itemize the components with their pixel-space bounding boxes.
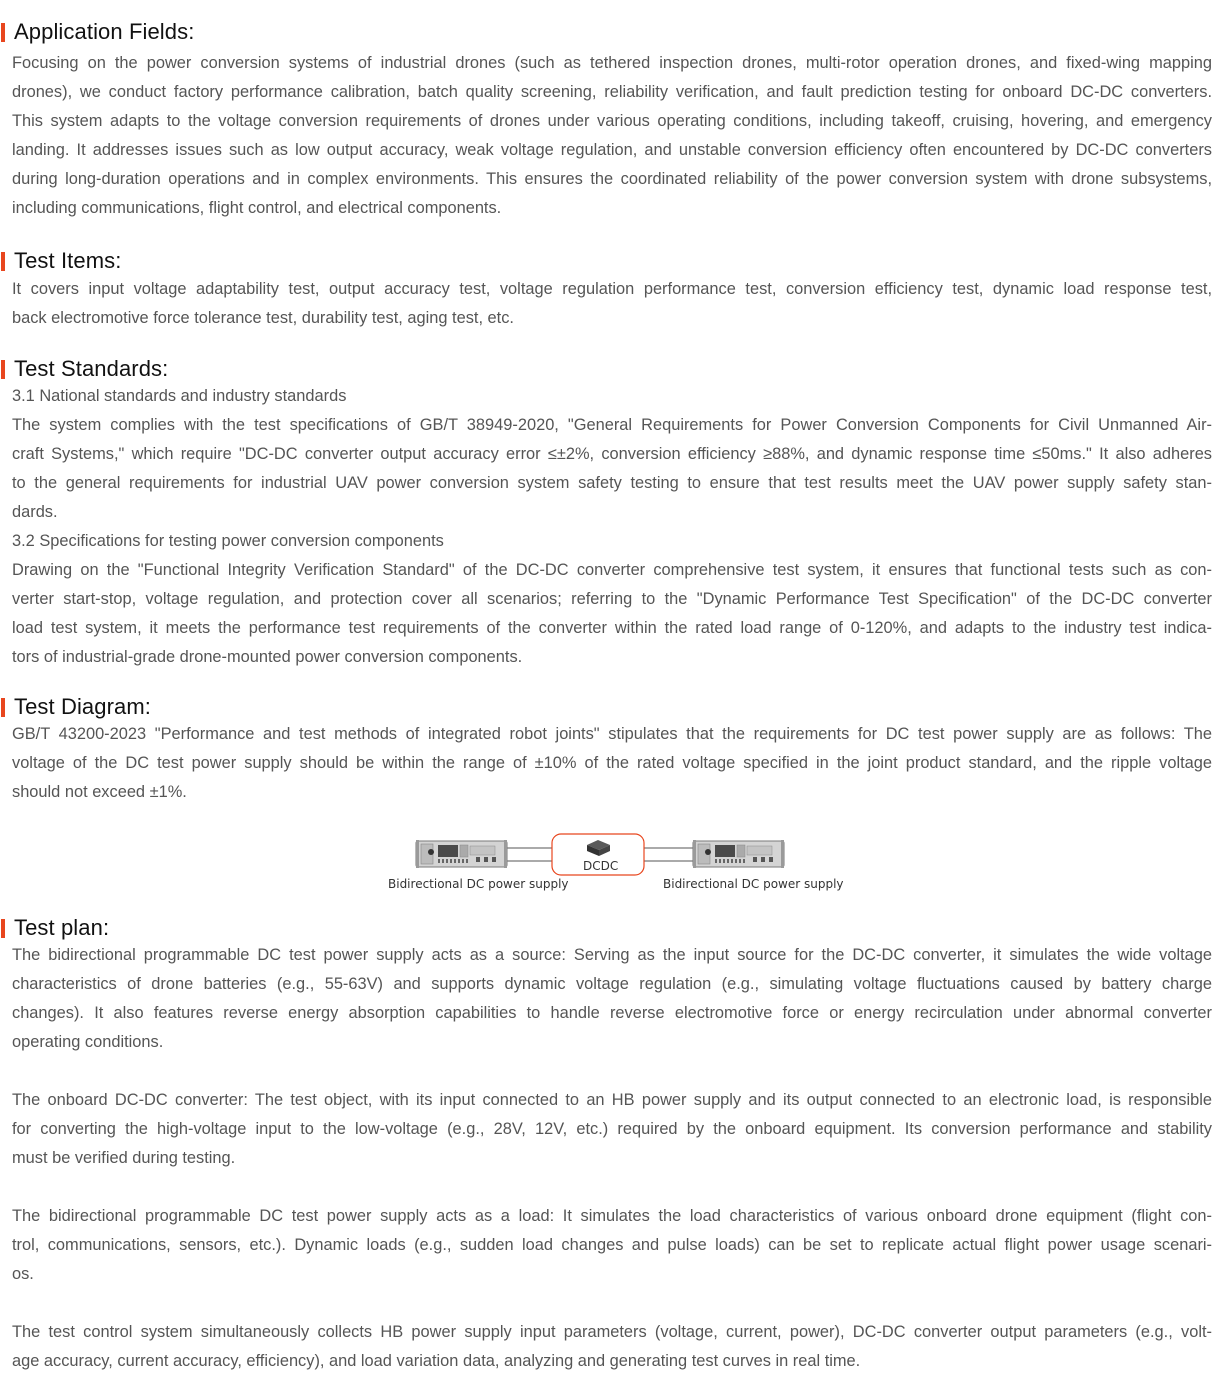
text-line: changes). It also features reverse energy absorption capabilities to handle reverse electromotive force or energy recirculation under abnormal converter (12, 1004, 1212, 1022)
test-diagram-paragraph (12, 720, 1212, 807)
text-line: should not exceed ±1%. (12, 783, 187, 801)
text-line: GB/T 43200-2023 "Performance and test methods of integrated robot joints" stipulates that the requirements for DC test power supply are as follows: The (12, 725, 1212, 743)
text-line: characteristics of drone batteries (e.g., 55-63V) and supports dynamic voltage regulation (e.g., simulating voltage fluctuations caused by battery charge (12, 975, 1212, 993)
plan-paragraph-source (12, 941, 1212, 1057)
text-line: for converting the high-voltage input to the low-voltage (e.g., 28V, 12V, etc.) required by the onboard equipment. Its conversion performance and stability (12, 1120, 1212, 1138)
heading-text: Test Diagram: (14, 694, 152, 719)
test-standards-paragraph (12, 382, 1212, 672)
right-power-supply-label: Bidirectional DC power supply (663, 877, 844, 891)
text-line: It covers input voltage adaptability test, output accuracy test, voltage regulation performance test, conversion efficiency test, dynamic load response test, (12, 280, 1212, 298)
text-line: age accuracy, current accuracy, efficiency), and load variation data, analyzing and generating test curves in real time. (12, 1352, 861, 1370)
heading-accent-bar (1, 23, 5, 42)
text-line: verter start-stop, voltage regulation, and protection cover all scenarios; referring to the "Dynamic Performance Test Specification" of the DC-DC converter (12, 590, 1212, 608)
section-heading-test-items (0, 248, 121, 274)
text-line: back electromotive force tolerance test, durability test, aging test, etc. (12, 309, 514, 327)
dcdc-label: DCDC (583, 859, 619, 873)
text-line: landing. It addresses issues such as low output accuracy, weak voltage regulation, and unstable conversion efficiency often encountered by DC-DC converters (12, 141, 1212, 159)
text-line: Drawing on the "Functional Integrity Verification Standard" of the DC-DC converter comprehensive test system, it ensures that functional tests such as con- (12, 561, 1212, 579)
text-line: load test system, it meets the performance test requirements of the converter within the rated load range of 0-120%, and adapts to the industry test indica- (12, 619, 1212, 637)
text-line: os. (12, 1265, 34, 1283)
heading-text: Test Items: (14, 248, 122, 273)
section-heading-test-standards (0, 356, 168, 382)
text-line: voltage of the DC test power supply should be within the range of ±10% of the rated voltage specified in the joint product standard, and the ripple voltage (12, 754, 1212, 772)
heading-accent-bar (1, 360, 5, 379)
text-line: The bidirectional programmable DC test power supply acts as a load: It simulates the load characteristics of various onboard drone equipment (flight con- (12, 1207, 1212, 1225)
heading-accent-bar (1, 252, 5, 271)
text-line: to the general requirements for industrial UAV power conversion system safety testing to ensure that test results meet the UAV power supply safety stan- (12, 474, 1212, 492)
section-heading-test-plan (0, 915, 109, 941)
text-line: 3.2 Specifications for testing power conversion components (12, 532, 444, 550)
text-line: This system adapts to the voltage conversion requirements of drones under various operating conditions, including takeoff, cruising, hovering, and emergency (12, 112, 1212, 130)
text-line: including communications, flight control, and electrical components. (12, 199, 502, 217)
section-heading-application (0, 19, 194, 45)
text-line: drones), we conduct factory performance calibration, batch quality screening, reliability verification, and fault prediction testing for onboard DC-DC converters. (12, 83, 1212, 101)
test-diagram-figure (380, 826, 844, 896)
text-line: tors of industrial-grade drone-mounted power conversion components. (12, 648, 523, 666)
text-line: Focusing on the power conversion systems of industrial drones (such as tethered inspection drones, multi-rotor operation drones, and fixed-wing mapping (12, 54, 1212, 72)
heading-accent-bar (1, 698, 5, 717)
text-line: The bidirectional programmable DC test power supply acts as a source: Serving as the input source for the DC-DC converter, it simulates the wide voltage (12, 946, 1212, 964)
plan-paragraph-load (12, 1202, 1212, 1289)
text-line: The system complies with the test specifications of GB/T 38949-2020, "General Requirements for Power Conversion Components for Civil Unmanned Air- (12, 416, 1212, 434)
test-items-paragraph (12, 275, 1212, 333)
heading-accent-bar (1, 919, 5, 938)
section-heading-test-diagram (0, 694, 151, 720)
text-line: 3.1 National standards and industry standards (12, 387, 347, 405)
left-power-supply-label: Bidirectional DC power supply (388, 877, 569, 891)
right-power-supply-icon (693, 840, 784, 868)
text-line: The onboard DC-DC converter: The test object, with its input connected to an HB power supply and its output connected to an electronic load, is responsible (12, 1091, 1212, 1109)
text-line: must be verified during testing. (12, 1149, 236, 1167)
left-power-supply-icon (416, 840, 507, 868)
text-line: The test control system simultaneously collects HB power supply input parameters (voltage, current, power), DC-DC converter output parameters (e.g., volt- (12, 1323, 1212, 1341)
text-line: during long-duration operations and in complex environments. This ensures the coordinated reliability of the power conversion system with drone subsystems, (12, 170, 1212, 188)
heading-text: Application Fields: (14, 19, 195, 44)
heading-text: Test plan: (14, 915, 110, 940)
plan-paragraph-control (12, 1318, 1212, 1376)
heading-text: Test Standards: (14, 356, 169, 381)
text-line: trol, communications, sensors, etc.). Dynamic loads (e.g., sudden load changes and pulse loads) can be set to replicate actual flight power usage scenari- (12, 1236, 1212, 1254)
application-paragraph (12, 49, 1212, 223)
text-line: operating conditions. (12, 1033, 164, 1051)
text-line: dards. (12, 503, 58, 521)
text-line: craft Systems," which require "DC-DC converter output accuracy error ≤±2%, conversion efficiency ≥88%, and dynamic response time ≤50ms." It also adheres (12, 445, 1212, 463)
plan-paragraph-converter (12, 1086, 1212, 1173)
